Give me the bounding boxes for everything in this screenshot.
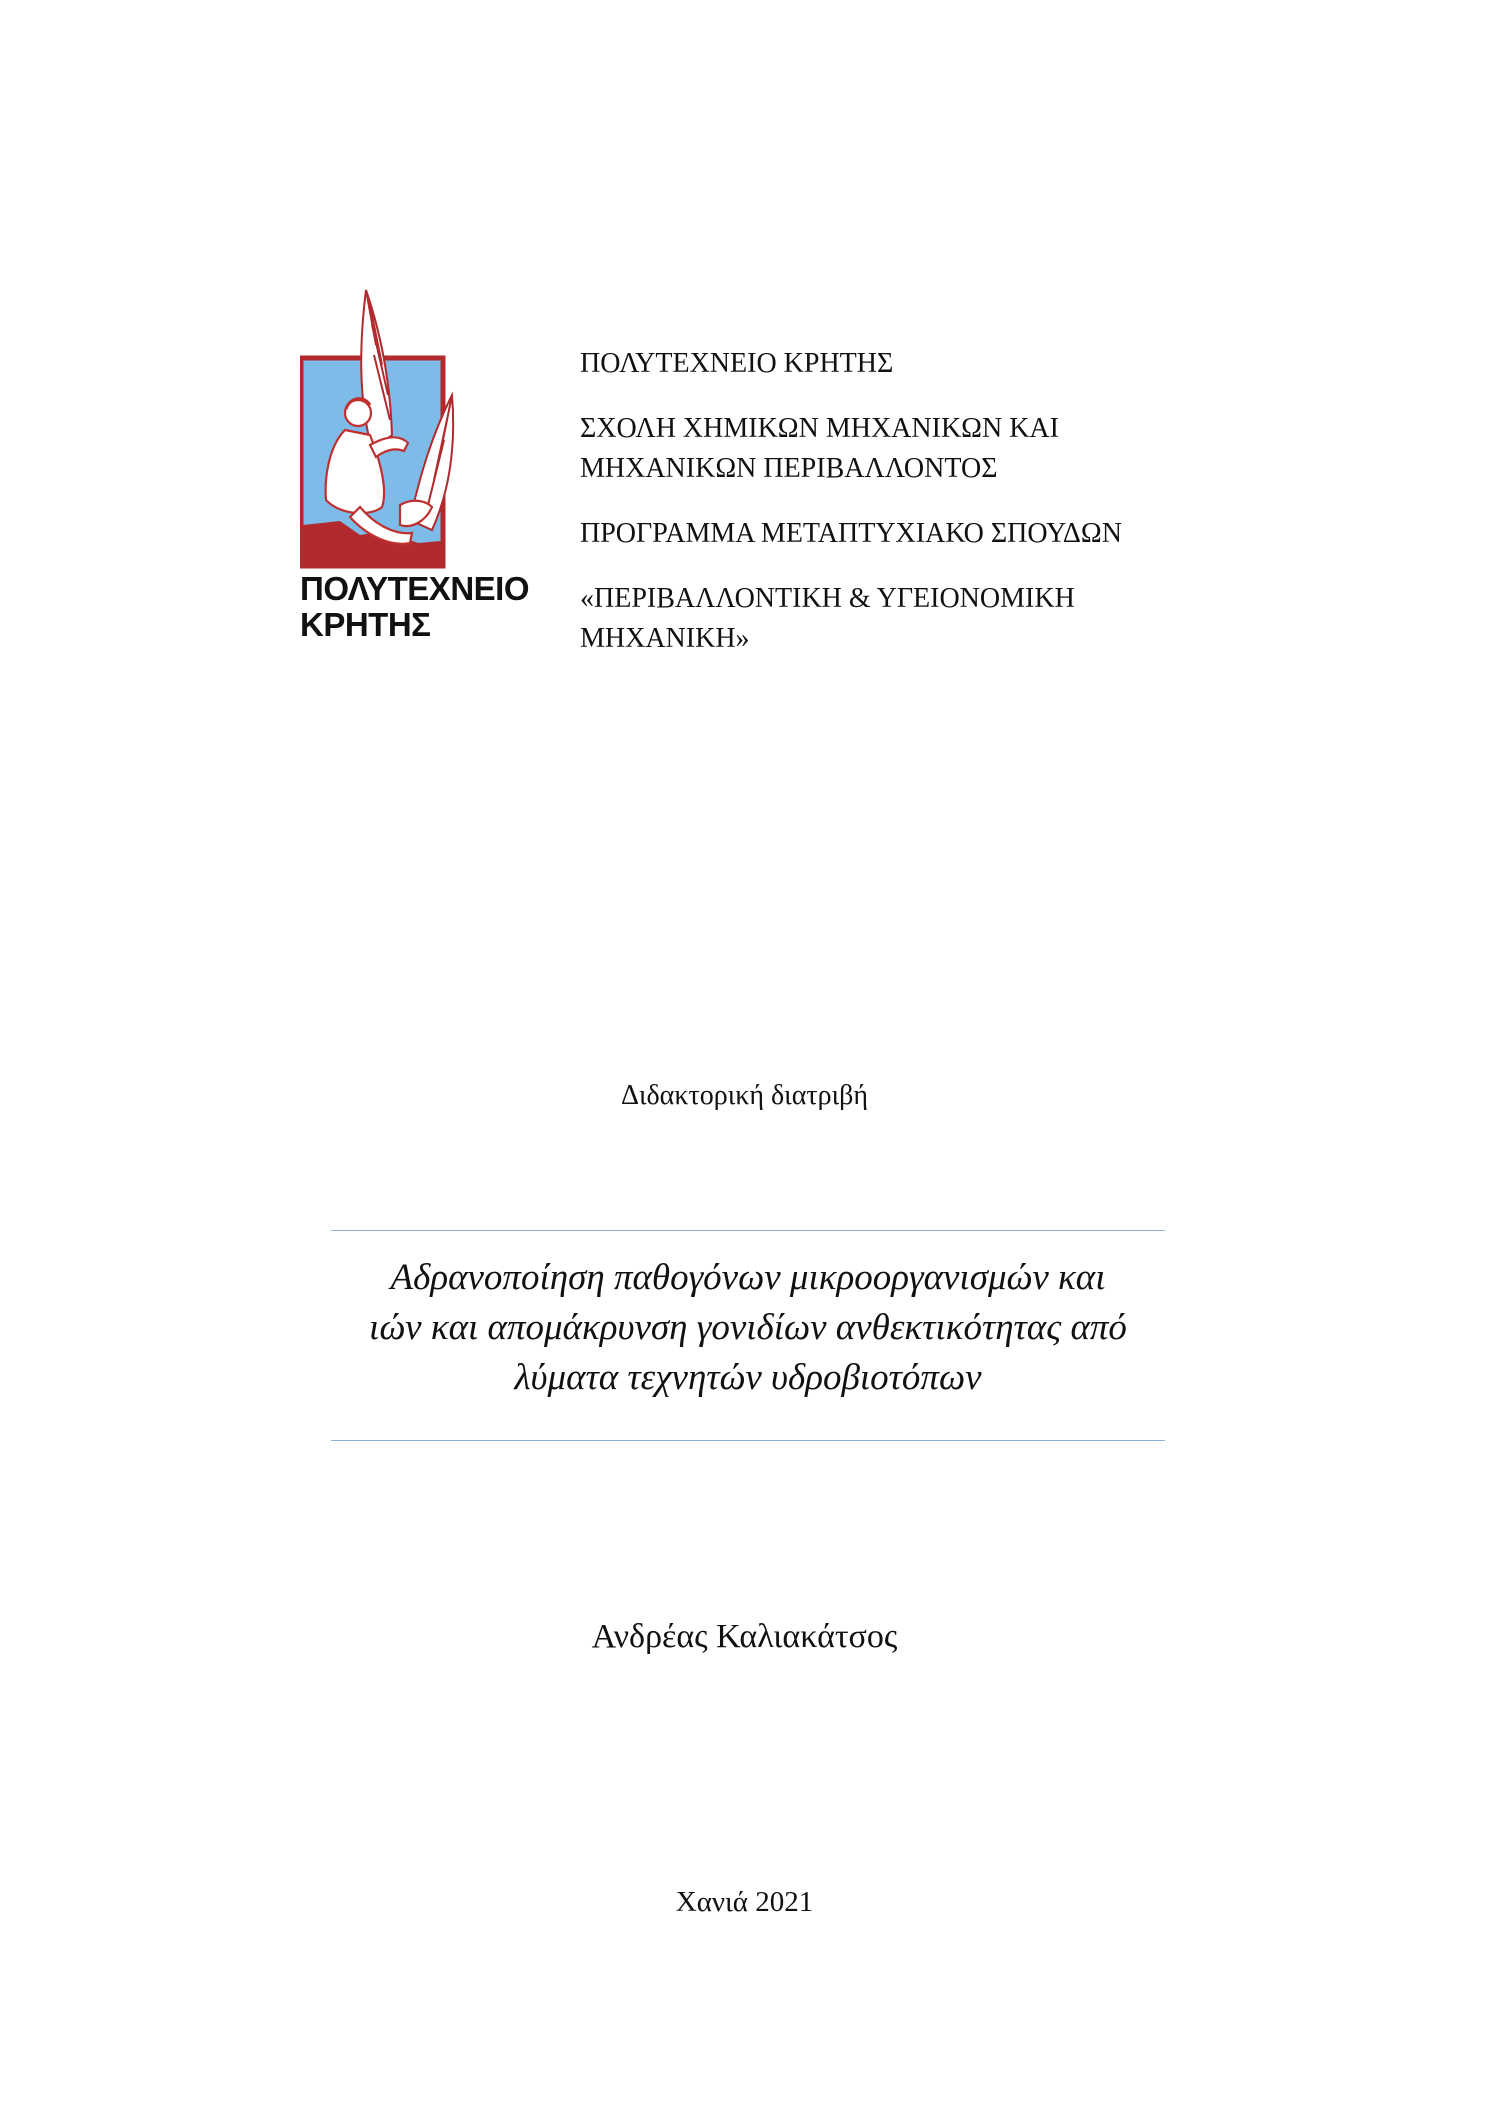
university-name-line: ΠΟΛΥΤΕΧΝΕΙΟ ΚΡΗΤΗΣ xyxy=(580,348,894,379)
logo-wordmark-line1: ΠΟΛΥΤΕΧΝΕΙΟ xyxy=(300,570,529,607)
school-name xyxy=(580,409,1220,489)
thesis-title xyxy=(300,1253,1196,1403)
university-name xyxy=(580,344,1220,384)
thesis-title-line3: λύματα τεχνητών υδροβιοτόπων xyxy=(514,1357,982,1398)
thesis-type: Διδακτορική διατριβή xyxy=(620,1080,869,1111)
thesis-title-line1: Αδρανοποίηση παθογόνων μικροοργανισμών και xyxy=(390,1257,1106,1298)
university-logo xyxy=(300,285,560,655)
program-name-line2: ΜΗΧΑΝΙΚΗ» xyxy=(580,623,750,654)
university-seal-winged-figure-icon xyxy=(300,285,460,570)
logo-wordmark-line2: ΚΡΗΤΗΣ xyxy=(300,606,431,643)
institution-header xyxy=(580,344,1220,684)
program-label-line: ΠΡΟΓΡΑΜΜΑ ΜΕΤΑΠΤΥΧΙΑΚΟ ΣΠΟΥΔΩΝ xyxy=(580,518,1122,549)
place-and-year: Χανιά 2021 xyxy=(675,1886,814,1918)
logo-wordmark xyxy=(300,571,529,643)
title-rule-top xyxy=(331,1230,1165,1231)
author-name: Ανδρέας Καλιακάτσος xyxy=(591,1618,898,1655)
program-label xyxy=(580,514,1220,554)
title-rule-bottom xyxy=(331,1440,1165,1441)
program-name-line1: «ΠΕΡΙΒΑΛΛΟΝΤΙΚΗ & ΥΓΕΙΟΝΟΜΙΚΗ xyxy=(580,583,1075,614)
school-name-line1: ΣΧΟΛΗ ΧΗΜΙΚΩΝ ΜΗΧΑΝΙΚΩΝ ΚΑΙ xyxy=(580,413,1059,444)
school-name-line2: ΜΗΧΑΝΙΚΩΝ ΠΕΡΙΒΑΛΛΟΝΤΟΣ xyxy=(580,453,998,484)
thesis-title-line2: ιών και απομάκρυνση γονιδίων ανθεκτικότητας από xyxy=(369,1307,1127,1348)
program-name xyxy=(580,579,1220,659)
